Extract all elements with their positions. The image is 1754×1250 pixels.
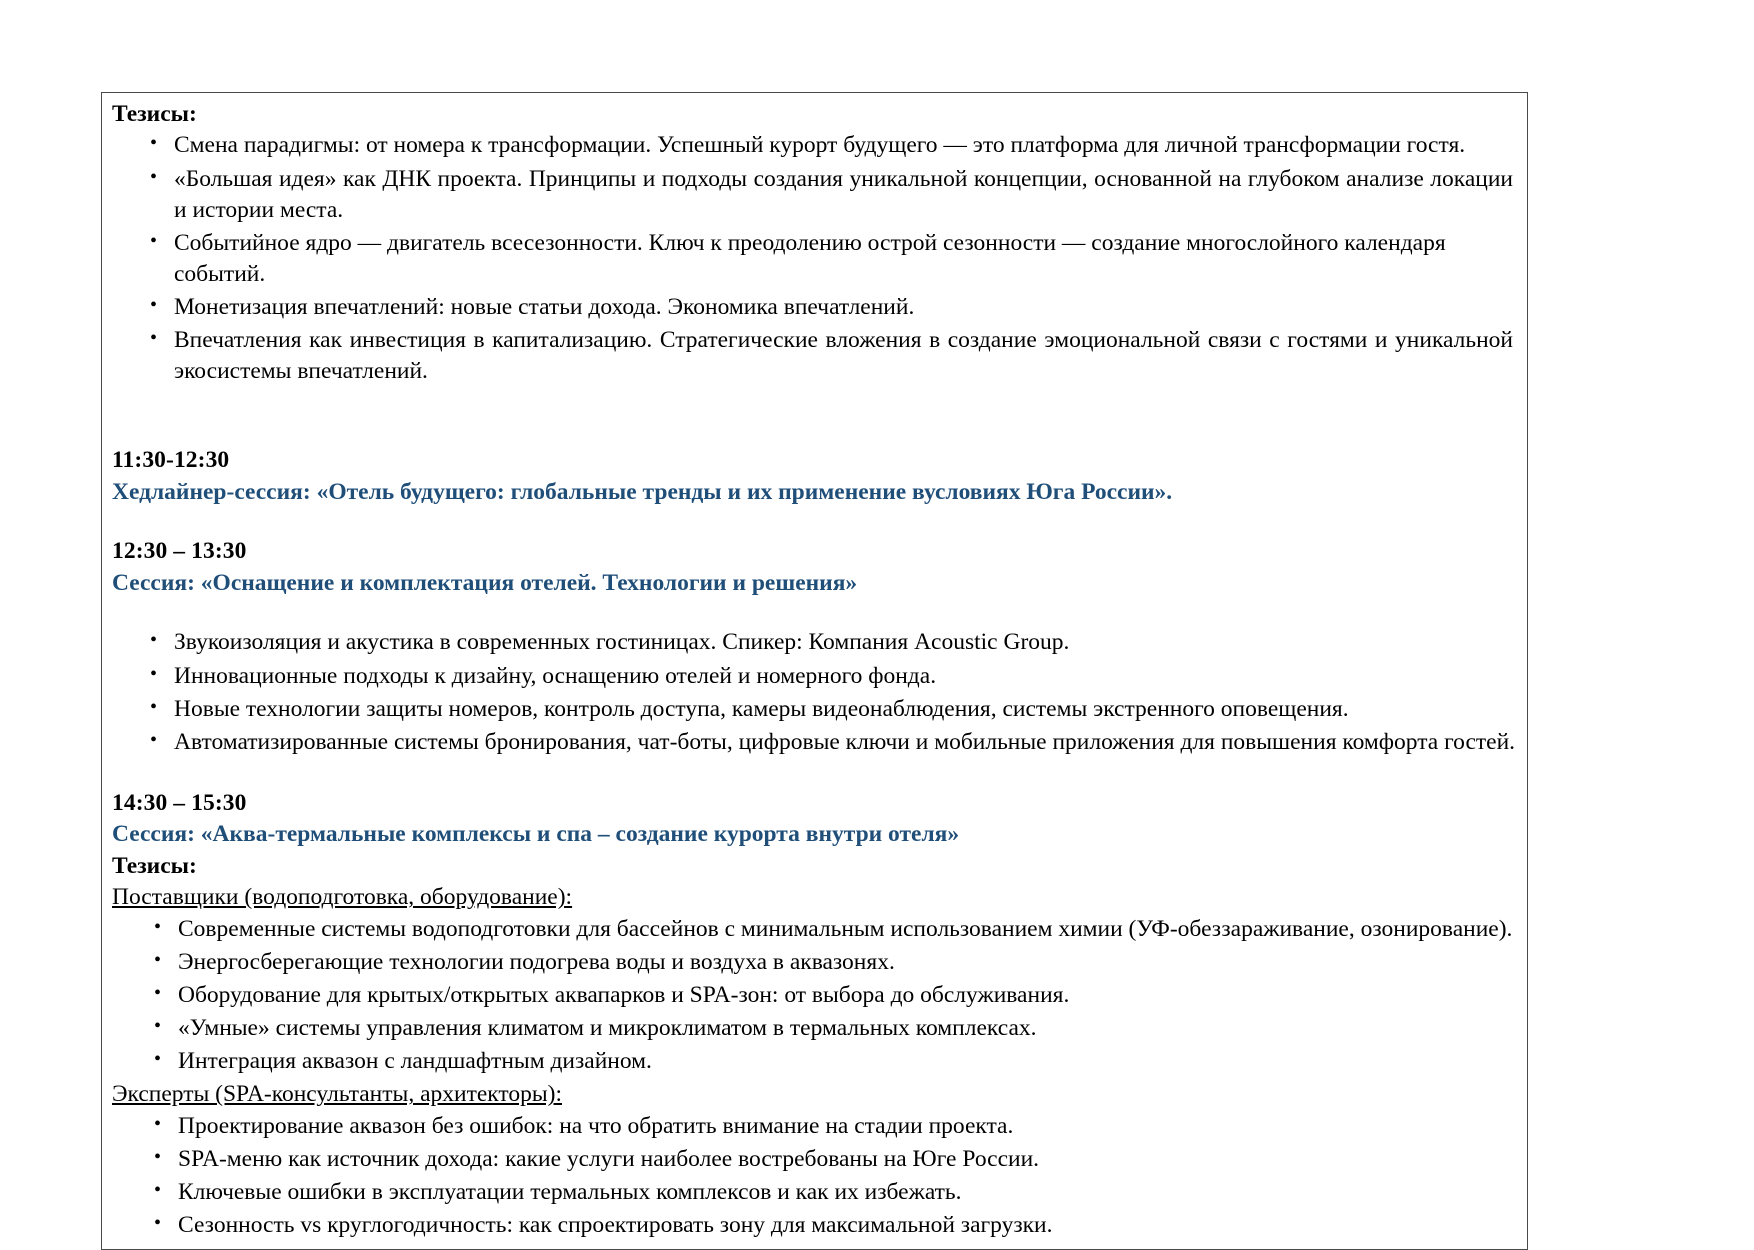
group-experts xyxy=(112,1079,1517,1241)
spacer xyxy=(112,508,1517,536)
group-suppliers xyxy=(112,882,1517,1077)
group-experts-subhead: Эксперты (SPA-консультанты, архитекторы): xyxy=(112,1081,562,1108)
session-title-1430: Сессия: «Аква-термальные комплексы и спа – создание курорта внутри отеля» xyxy=(112,821,960,848)
list-item: • «Умные» системы управления климатом и микроклиматом в термальных комплексах. xyxy=(112,1013,1517,1044)
list-item: • Интеграция аквазон с ландшафтным дизайном. xyxy=(112,1046,1517,1077)
list-item: • Звукоизоляция и акустика в современных гостиницах. Спикер: Компания Acoustic Group. xyxy=(112,627,1517,658)
thesis-intro-bullet-list xyxy=(112,130,1517,387)
spacer xyxy=(112,760,1517,788)
list-item: • Смена парадигмы: от номера к трансформации. Успешный курорт будущего — это платформа для личной трансформации гостя. xyxy=(112,130,1517,161)
session-1430-thesis-label: Тезисы: xyxy=(112,852,197,879)
list-item: • Энергосберегающие технологии подогрева воды и воздуха в аквазонях. xyxy=(112,947,1517,978)
list-item: • Впечатления как инвестиция в капитализацию. Стратегические вложения в создание эмоциональной связи с гостями и уникальной экосистемы впечатлений. xyxy=(112,325,1517,387)
session-time-1430: 14:30 – 15:30 xyxy=(112,789,247,816)
thesis-label: Тезисы: xyxy=(112,101,197,127)
list-item: • «Большая идея» как ДНК проекта. Принципы и подходы создания уникальной концепции, основанной на глубоком анализе локации и истории места. xyxy=(112,164,1517,226)
session-1230-bullet-list xyxy=(112,627,1517,758)
group-suppliers-bullet-list xyxy=(112,914,1517,1078)
section-session-1430 xyxy=(112,788,1517,1242)
agenda-table xyxy=(101,92,1528,1250)
list-item: • Ключевые ошибки в эксплуатации термальных комплексов и как их избежать. xyxy=(112,1177,1517,1208)
section-thesis-intro xyxy=(112,99,1517,387)
spacer xyxy=(112,599,1517,627)
list-item: • Сезонность vs круглогодичность: как спроектировать зону для максимальной загрузки. xyxy=(112,1210,1517,1241)
session-time-1230: 12:30 – 13:30 xyxy=(112,538,247,565)
list-item: • Проектирование аквазон без ошибок: на что обратить внимание на стадии проекта. xyxy=(112,1111,1517,1142)
group-suppliers-subhead: Поставщики (водоподготовка, оборудование): xyxy=(112,884,573,911)
list-item: • Современные системы водоподготовки для бассейнов с минимальным использованием химии (УФ-обеззараживание, озонирование). xyxy=(112,914,1517,945)
spacer xyxy=(112,389,1517,445)
list-item: • SPA-меню как источник дохода: какие услуги наиболее востребованы на Юге России. xyxy=(112,1144,1517,1175)
agenda-table-cell xyxy=(112,99,1517,1241)
session-title-1230: Сессия: «Оснащение и комплектация отелей. Технологии и решения» xyxy=(112,569,858,596)
list-item: • Автоматизированные системы бронирования, чат-боты, цифровые ключи и мобильные приложения для повышения комфорта гостей. xyxy=(112,727,1517,758)
section-session-1230 xyxy=(112,536,1517,757)
session-title-1130: Хедлайнер-сессия: «Отель будущего: глобальные тренды и их применение вусловиях Юга России». xyxy=(112,478,1173,505)
session-time-1130: 11:30-12:30 xyxy=(112,447,230,474)
list-item: • Монетизация впечатлений: новые статьи дохода. Экономика впечатлений. xyxy=(112,292,1517,323)
group-experts-bullet-list xyxy=(112,1111,1517,1242)
list-item: • Оборудование для крытых/открытых аквапарков и SPA-зон: от выбора до обслуживания. xyxy=(112,980,1517,1011)
list-item: • Событийное ядро — двигатель всесезонности. Ключ к преодолению острой сезонности — создание многослойного календаря событий. xyxy=(112,228,1517,290)
section-session-1130 xyxy=(112,445,1517,508)
list-item: • Новые технологии защиты номеров, контроль доступа, камеры видеонаблюдения, системы экстренного оповещения. xyxy=(112,694,1517,725)
list-item: • Инновационные подходы к дизайну, оснащению отелей и номерного фонда. xyxy=(112,661,1517,692)
